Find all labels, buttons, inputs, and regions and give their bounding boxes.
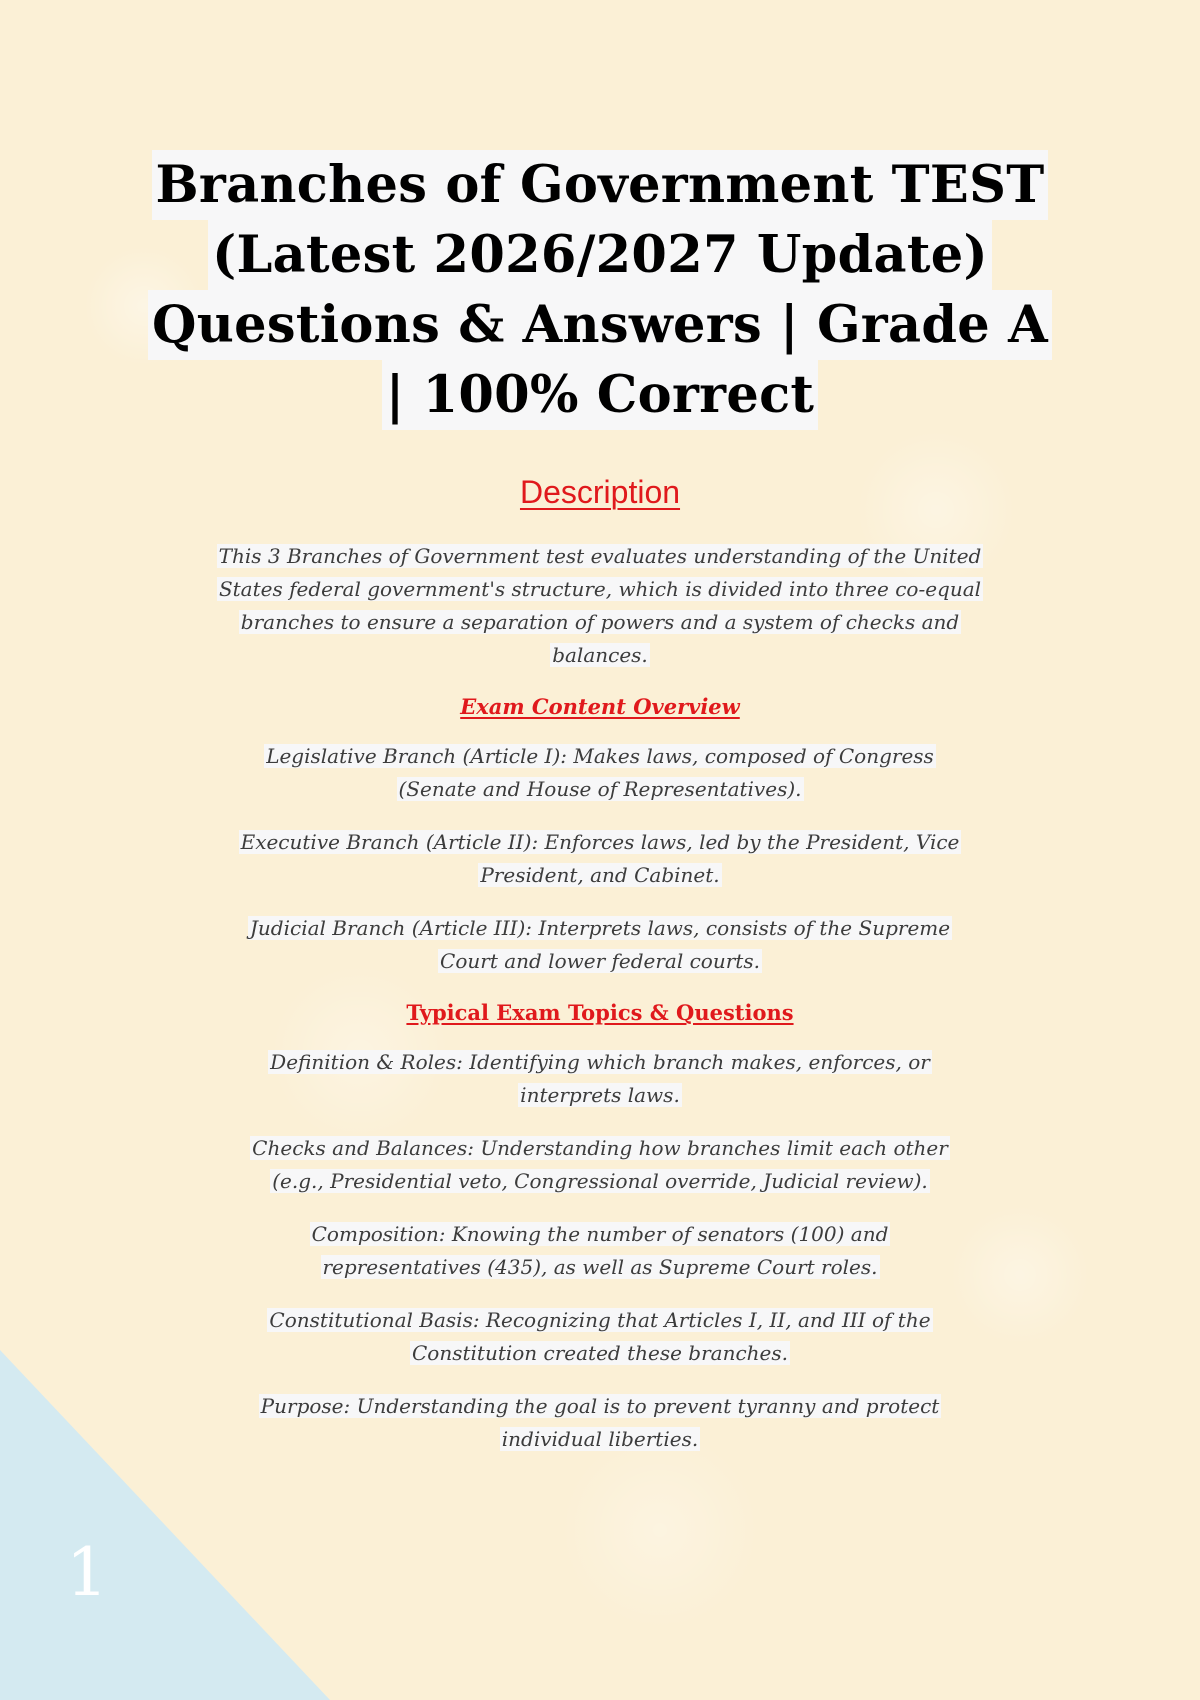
topic-item-definition: Definition & Roles: Identifying which branch makes, enforces, or interprets laws. bbox=[270, 1050, 930, 1107]
title-line-1: Branches of Government TEST bbox=[152, 150, 1049, 220]
description-paragraph bbox=[215, 540, 985, 672]
document-title bbox=[100, 150, 1100, 430]
topic-item bbox=[230, 1390, 970, 1456]
topic-item bbox=[230, 1046, 970, 1112]
topic-item bbox=[230, 1218, 970, 1284]
document-body bbox=[200, 470, 1000, 1476]
topic-item-checks: Checks and Balances: Understanding how branches limit each other (e.g., Presidential veto, Congressional override, Judicial review). bbox=[252, 1136, 948, 1193]
description-heading: Description bbox=[519, 474, 681, 510]
topic-item-purpose: Purpose: Understanding the goal is to prevent tyranny and protect individual liberties. bbox=[260, 1394, 940, 1451]
exam-content-heading: Exam Content Overview bbox=[460, 694, 740, 719]
title-line-2: (Latest 2026/2027 Update) bbox=[208, 220, 992, 290]
exam-content-item-judicial: Judicial Branch (Article III): Interprets laws, consists of the Supreme Court and lower federal courts. bbox=[249, 916, 951, 973]
topic-item-composition: Composition: Knowing the number of senators (100) and representatives (435), as well as Supreme Court roles. bbox=[311, 1222, 889, 1279]
topics-heading: Typical Exam Topics & Questions bbox=[406, 1000, 794, 1025]
exam-content-item-legislative: Legislative Branch (Article I): Makes laws, composed of Congress (Senate and House of Representatives). bbox=[266, 744, 934, 801]
title-line-4: | 100% Correct bbox=[382, 360, 819, 430]
exam-content-item bbox=[230, 740, 970, 806]
exam-content-item bbox=[230, 826, 970, 892]
topic-item bbox=[230, 1304, 970, 1370]
title-line-3: Questions & Answers | Grade A bbox=[148, 290, 1052, 360]
exam-content-item bbox=[230, 912, 970, 978]
page-number: 1 bbox=[66, 1534, 108, 1611]
topic-item-constitutional: Constitutional Basis: Recognizing that Articles I, II, and III of the Constitution created these branches. bbox=[269, 1308, 931, 1365]
description-text: This 3 Branches of Government test evaluates understanding of the United States federal government's structure, which is divided into three co-equal branches to ensure a separation of powers and a system of checks and balances. bbox=[218, 544, 982, 667]
exam-content-item-executive: Executive Branch (Article II): Enforces laws, led by the President, Vice President, and Cabinet. bbox=[240, 830, 960, 887]
topic-item bbox=[230, 1132, 970, 1198]
